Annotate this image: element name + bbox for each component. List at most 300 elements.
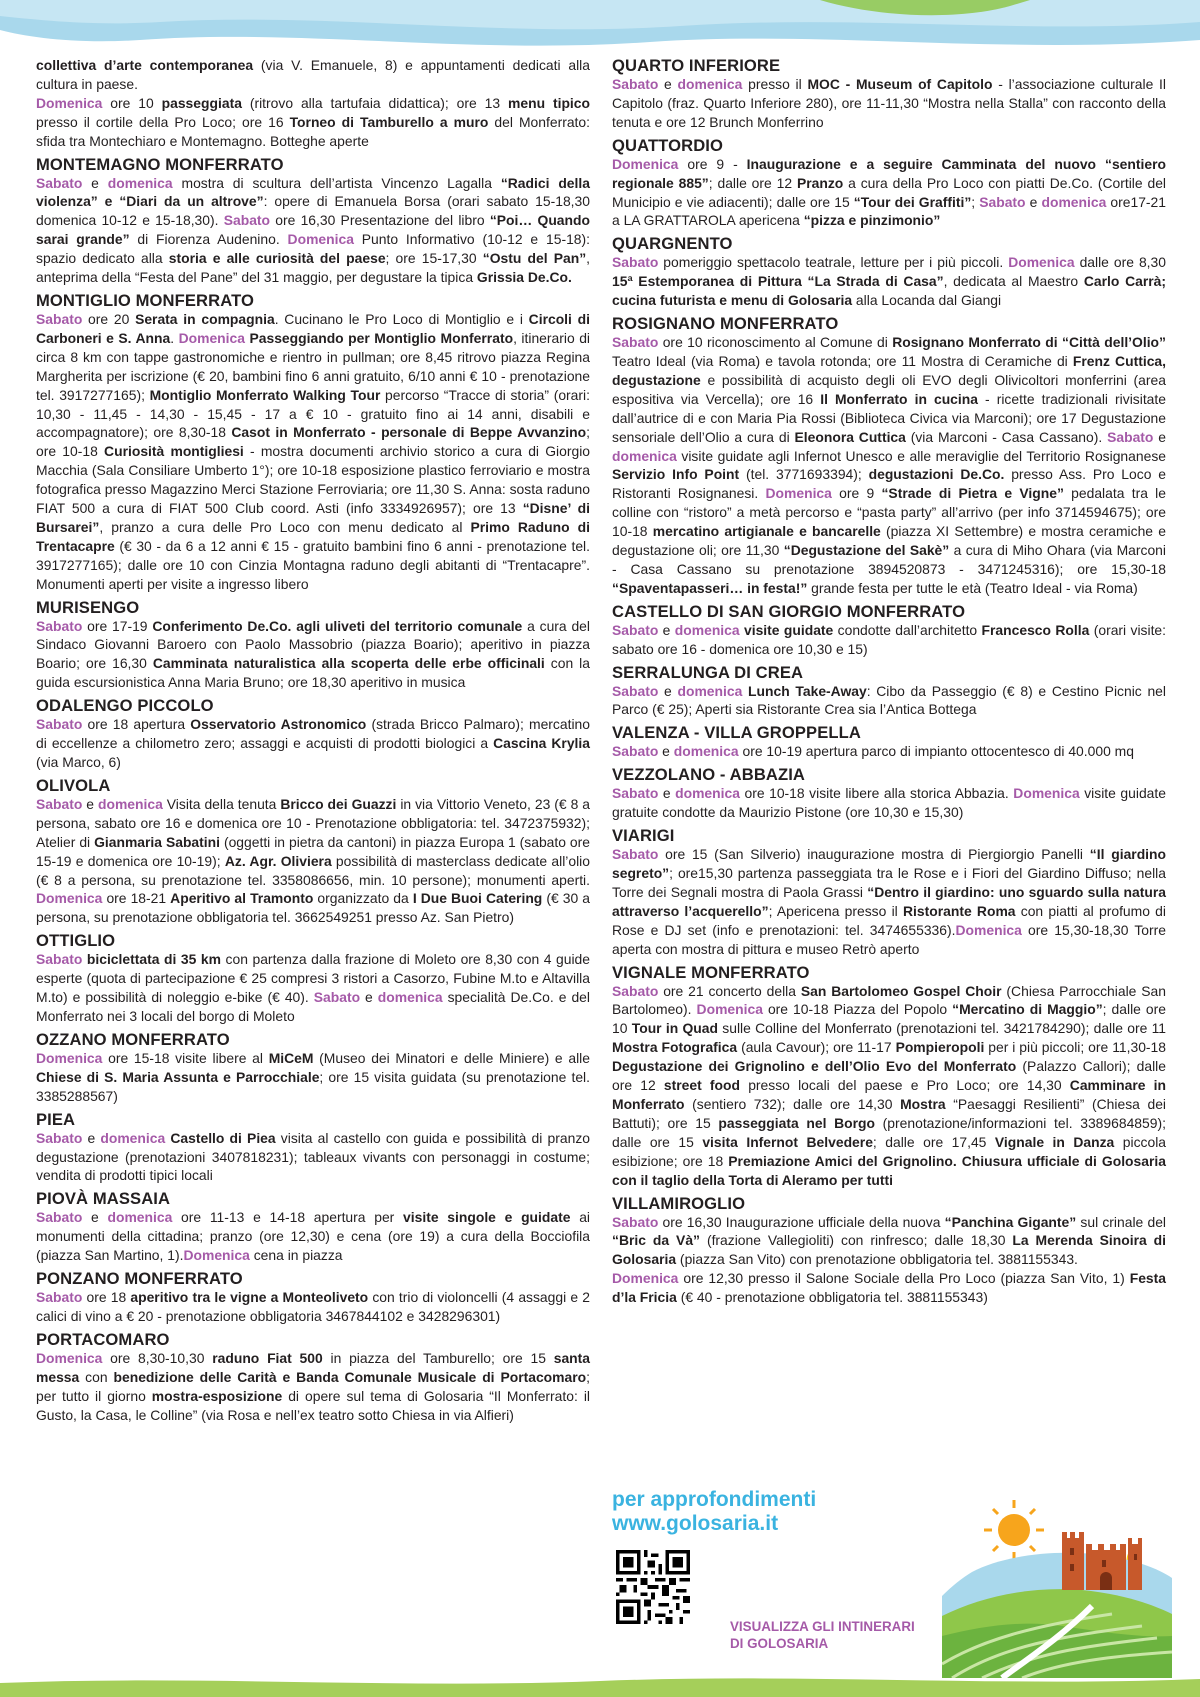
event-paragraph [612,253,1166,310]
body-text: , itinerario di circa 8 km con tappe gastronomiche e rientro in pullman; ore 8,45 ritrovo piazza Regina Margherita per iscrizione (€ 20, bambini fino 6 anni gratuito, 6/10 anni € 10 - prenotazione tel. 3917277165); [36,329,591,403]
event-paragraph [36,1349,590,1425]
highlight-text: Montiglio Monferrato Walking Tour [149,386,381,403]
highlight-text: Tour in Quad [631,1020,718,1037]
highlight-text: Circoli di Carboneri e S. Anna [36,310,590,346]
event-entry-quargnento [612,234,1166,310]
event-entry-castello-di-san-giorgio-monferrato [612,602,1166,659]
highlight-text: Degustazione dei Grignolino e dell’Olio Evo del Monferrato [612,1058,1017,1075]
highlight-text: mostra-esposizione [151,1387,283,1404]
body-text: sul crinale del [1076,1213,1167,1230]
body-text: e [360,989,378,1006]
body-text: pomeriggio spettacolo teatrale, letture per i più piccoli. [658,254,1009,271]
highlight-text: “Tour dei Graffiti” [853,193,972,210]
highlight-text: San Bartolomeo Gospel Choir [800,982,1002,999]
event-entry-murisengo [36,598,590,693]
highlight-text: biciclettata di 35 km [86,951,221,968]
event-description [36,795,590,927]
body-text: cena in piazza [249,1247,343,1264]
highlight-text: Frenz Cuttica, degustazione [612,352,1166,388]
body-text: specialità De.Co. e del Monferrato nei 3 locali del borgo di Moleto [36,989,590,1024]
body-text: e [82,795,98,812]
highlight-text: degustazioni De.Co. [868,466,1005,483]
body-text: : opere di Emanuela Borsa (orari sabato 15-18,30 domenica 10-12 e 15-18,30). [36,193,590,229]
day-label: Domenica [696,1001,763,1018]
day-label: Sabato [612,982,659,999]
itinerary-caption-line2: DI GOLOSARIA [730,1636,829,1651]
promo-heading: per approfondimenti [612,1488,817,1511]
highlight-text: Serata in compagnia [135,310,275,327]
event-description [36,1049,590,1106]
highlight-text: Ristorante Roma [903,902,1016,919]
event-paragraph [36,1288,590,1326]
body-text: possibilità di masterclass dedicate all’olio (€ 8 a persona, su prenotazione tel. 3358086656, min. 10 persone); monumenti aperti. [36,852,590,888]
highlight-text: Mostra [900,1095,946,1112]
highlight-text: collettiva d’arte contemporanea [36,57,254,73]
event-description [612,333,1166,598]
event-description [612,982,1166,1190]
body-text: con trio di violoncelli (4 assaggi e 2 calici di vino a € 20 - prenotazione obbligatoria 3467844102 e 3428296301) [36,1289,590,1324]
body-text: visite guidate agli Infernot Unesco e alle meraviglie del Territorio Rosignanese [676,447,1166,464]
body-text: sulle Colline del Monferrato (prenotazioni tel. 3421784290); dalle ore 11 [718,1020,1167,1037]
event-entry-vignale-monferrato [612,963,1166,1190]
event-entry-portacomaro [36,1330,590,1425]
right-column [612,56,1166,1311]
body-text: e [658,743,674,760]
town-heading: VALENZA - VILLA GROPPELLA [612,723,861,743]
body-text: (prenotazione/informazioni tel. 3389684859); dalle ore 15 [612,1114,1166,1150]
highlight-text: santa messa [36,1349,591,1385]
day-label: Domenica [612,155,679,172]
event-description [36,715,590,772]
qr-code-icon[interactable] [616,1550,690,1624]
day-label: domenica [107,174,173,191]
body-text: dalle ore 8,30 [1074,254,1166,271]
highlight-text: I Due Buoi Catering [412,890,543,907]
body-text: presso locali del paese e Pro Loco; ore 14,30 [740,1077,1070,1094]
event-description [36,1129,590,1186]
event-paragraph [612,333,1166,598]
event-entry-piova-massaia [36,1189,590,1265]
highlight-text: Casot in Monferrato - personale di Beppe Avvanzino [231,424,587,441]
event-paragraph [36,56,590,94]
body-text: ore 9 - [678,155,747,172]
body-text: (via Marco, 6) [36,754,121,770]
town-heading: ODALENGO PICCOLO [36,696,214,716]
town-heading: OZZANO MONFERRATO [36,1029,230,1049]
body-text: ore 18-21 [102,890,171,907]
town-heading: MONTIGLIO MONFERRATO [36,290,255,310]
day-label: Sabato [36,310,83,327]
day-label: domenica [1041,193,1107,210]
highlight-text: MOC - Museum of Capitolo [807,76,993,92]
highlight-text: Lunch Take-Away [748,682,867,699]
day-label: Sabato [612,743,659,760]
body-text: ; ore 15-17,30 [385,250,483,267]
day-label: Domenica [1013,785,1080,802]
town-heading: PIOVÀ MASSAIA [36,1189,171,1209]
highlight-text: passeggiata nel Borgo [718,1114,875,1131]
body-text: in piazza del Tamburello; ore 15 [322,1349,554,1366]
day-label: Sabato [612,1213,659,1230]
body-text: (piazza XI Settembre) e mostra ceramiche e degustazione oli; ore 11,30 [612,523,1166,559]
website-link[interactable]: www.golosaria.it [612,1512,779,1535]
highlight-text: “Poi… Quando sarai grande” [36,212,590,248]
body-text: ore 10-19 apertura parco di impianto ottocentesco di 40.000 mq [738,743,1134,760]
body-text: grande festa per tutte le età (Teatro Ideal - via Roma) [807,579,1138,596]
highlight-text: storia e alle curiosità del paese [168,250,386,267]
highlight-text: Bricco dei Guazzi [280,795,397,812]
body-text: ore 18 apertura [82,716,191,733]
day-label: Sabato [612,785,659,802]
day-label: Domenica [36,890,103,907]
body-text: e [82,174,108,191]
body-text: - mostra documenti archivio storico a cura di Giorgio Macchia (Sala Consiliare Umberto 1°); ore 10-18 esposizione plastico ferroviario e mostra fotografica presso Magazzino Merci Stazione Ferroviaria; ore 11,30 S. Anna: sosta raduno FIAT 500 a cura di FIAT 500 Club coord. Asti (info 3334926957); ore 13 [36,443,591,517]
body-text: (oggetti in pietra da cantoni) in piazza Europa 1 (sabato ore 15-19 e domenica ore 10-19); [36,833,590,869]
itinerary-caption [730,1618,915,1652]
event-description [612,253,1166,310]
body-text: in via Vittorio Veneto, 23 (€ 8 a persona, sabato ore 16 e domenica ore 10 - Prenotazione obbligatoria: tel. 3472375932); Atelier di [36,795,590,850]
body-text: (ritrovo alla tartufaia didattica); ore 13 [241,94,509,111]
body-text: Visita della tenuta [162,795,281,812]
highlight-text: Chiese di S. Maria Assunta e Parrocchiale [36,1068,320,1085]
highlight-text: La Merenda Sinoira di Golosaria [612,1232,1166,1268]
event-paragraph [612,845,1166,958]
event-paragraph [612,1269,1166,1307]
highlight-text: passeggiata [161,94,242,111]
event-entry-rosignano-monferrato [612,314,1166,598]
body-text: Punto Informativo (10-12 e 15-18): spazio dedicato alla [36,231,591,267]
highlight-text: Primo Raduno di Trentacapre [36,518,590,554]
body-text: del Monferrato: sfida tra Montechiaro e Montemagno. Botteghe aperte [36,113,590,149]
body-text: ore17-21 a LA GRATTAROLA apericena [612,193,1167,229]
body-text: di Fiorenza Audenino. [129,231,288,248]
event-description [36,1208,590,1265]
event-entry-ozzano-monferrato [36,1030,590,1106]
day-label: Sabato [612,334,659,351]
highlight-text: Conferimento De.Co. agli uliveti del territorio comunale [152,617,523,634]
highlight-text: street food [663,1077,741,1094]
body-text: (orari visite: sabato ore 16 - domenica ore 10,30 e 15) [612,621,1167,657]
day-label: Sabato [612,76,659,92]
body-text: ore 12,30 presso il Salone Sociale della Pro Loco (piazza San Vito, 1) [678,1270,1130,1287]
day-label: Sabato [36,174,83,191]
event-entry-olivola [36,776,590,927]
highlight-text: Eleonora Cuttica [794,428,906,445]
body-text: (Museo dei Minatori e delle Miniere) e alle [313,1049,590,1066]
day-label: Sabato [612,682,659,699]
day-label: domenica [674,621,740,638]
event-paragraph [612,742,1166,761]
day-label: Sabato [1107,428,1154,445]
body-text: (€ 30 a persona, su prenotazione obbligatoria tel. 3662549251 presso Az. San Pietro) [36,890,590,926]
day-label: Domenica [287,231,354,248]
event-paragraph [612,75,1166,132]
event-description [36,1288,590,1326]
day-label: Domenica [955,921,1022,938]
town-heading: VIARIGI [612,826,675,846]
town-heading: VILLAMIROGLIO [612,1193,746,1213]
body-text: ; per tutto il giorno [36,1368,590,1404]
day-label: Sabato [36,795,83,812]
highlight-text: Grissia De.Co. [476,269,572,286]
highlight-text: “Radici della violenza” e “Diari da un altrove” [36,174,590,210]
town-heading: PIEA [36,1109,76,1129]
body-text: ore 10-18 Piazza del Popolo [762,1001,953,1018]
body-text: ore 20 [82,310,136,327]
event-paragraph [612,621,1166,659]
day-label: domenica [377,989,443,1006]
day-label: Sabato [36,951,83,968]
town-heading: QUARGNENTO [612,234,733,254]
body-text: . Cucinano le Pro Loco di Montiglio e i [274,310,529,327]
body-text: : Cibo da Passeggio (€ 8) e Cestino Picnic nel Parco (€ 25); Aperti sia Ristorante Crea sia l’Antica Bottega [612,682,1166,718]
body-text: (Palazzo Callori); dalle ore 12 [612,1058,1166,1094]
event-paragraph [36,795,590,927]
body-text: e [82,1129,101,1146]
highlight-text: Festa d’la Fricia [612,1270,1166,1306]
body-text: ore 17-19 [82,617,153,634]
body-text: visite guidate gratuite condotte da Maurizio Pistone (ore 10,30 e 15,30) [612,785,1166,821]
highlight-text: Camminata naturalistica alla scoperta delle erbe officinali [152,655,545,672]
highlight-text: Aperitivo al Tramonto [170,890,314,907]
body-text: ai monumenti della cittadina; pranzo (ore 12,30) e cena (ore 19) a cura della Bocciofila (piazza San Martino, 1). [36,1209,591,1264]
event-entry-ottiglio [36,931,590,1026]
body-text: ore 10 riconoscimento al Comune di [658,334,893,351]
body-text: ; Apericena presso il [768,902,903,919]
body-text: ; [971,193,980,210]
event-paragraph [36,950,590,1026]
body-text: ; dalle ore 17,45 [872,1133,995,1150]
highlight-text: “pizza e pinzimonio” [803,212,941,229]
body-text: , anteprima della “Festa del Pane” del 31 maggio, per degustare la tipica [36,250,590,286]
day-label: domenica [97,795,163,812]
event-description [612,682,1166,720]
castle-hill-illustration [942,1486,1172,1678]
body-text: mostra di scultura dell’artista Vincenzo Lagalla [172,174,501,191]
highlight-text: Vignale in Danza [994,1133,1115,1150]
event-description [612,75,1166,132]
body-text: presso il cortile della Pro Loco; ore 16 [36,113,290,130]
event-paragraph [612,982,1166,1190]
body-text: (via Marconi - Casa Cassano). [905,428,1108,445]
day-label: Sabato [36,617,83,634]
body-text: ore 16,30 Presentazione del libro [270,212,490,229]
body-text: a cura di Miho Ohara (via Marconi - Casa Cassano su prenotazione 3894520873 - 3471245316); ore 15,30-18 [612,542,1166,577]
event-paragraph [612,1213,1166,1270]
body-text: e [1153,428,1166,445]
day-label: domenica [677,682,743,699]
event-paragraph [612,682,1166,720]
highlight-text: raduno Fiat 500 [212,1349,323,1366]
highlight-text: Az. Agr. Oliviera [224,852,332,869]
highlight-text: “Dentro il giardino: uno sguardo sulla natura attraverso l’acquerello” [612,883,1166,919]
body-text: e [658,621,675,638]
day-label: Domenica [178,329,245,346]
town-heading: PONZANO MONFERRATO [36,1269,243,1289]
body-text: “Paesaggi Resilienti” (Chiesa dei Battuti); ore 15 [612,1095,1167,1131]
highlight-text: “Panchina Gigante” [944,1213,1077,1230]
highlight-text: Cascina Krylia [493,735,590,752]
body-text: visita al castello con guida e possibilità di pranzo degustazione (prenotazioni 3407818231); tableaux vivants con personaggi in costume; vendita di prodotti tipici locali [36,1129,590,1184]
event-entry-villamiroglio [612,1194,1166,1308]
town-heading: VIGNALE MONFERRATO [612,962,810,982]
highlight-text: visite guidate [744,621,834,638]
event-entry-odalengo-piccolo [36,696,590,772]
event-description [36,617,590,693]
event-paragraph [36,174,590,287]
body-text: alla Locanda dal Giangi [852,292,1002,309]
highlight-text: “Il giardino segreto” [612,846,1167,881]
event-description [612,1213,1166,1308]
highlight-text: “Ostu del Pan” [482,250,587,267]
highlight-text: benedizione delle Carità e Banda Comunale Musicale di Portacomaro [113,1368,587,1385]
event-entry-valenza-villa-groppella [612,723,1166,761]
event-entry-montemagno-monferrato [36,155,590,287]
highlight-text: menu tipico [508,94,591,111]
event-entry-quattordio [612,136,1166,231]
bottom-grass-wave [0,1673,1200,1697]
body-text: (strada Bricco Palmaro); mercatino di eccellenze a chilometro zero; assaggi e acquisti di prodotti biologici a [36,716,590,752]
highlight-text: Inaugurazione e a seguire Camminata del nuovo “sentiero regionale 885” [612,155,1166,191]
event-entry-piea [36,1110,590,1186]
highlight-text: Pompieropoli [895,1039,985,1056]
body-text: (Chiesa Parrocchiale San Bartolomeo). [612,982,1166,1018]
event-description [612,155,1166,231]
town-heading: OLIVOLA [36,775,111,795]
day-label: Domenica [183,1247,250,1264]
event-paragraph [36,715,590,772]
highlight-text: mercatino artigianale e bancarelle [652,523,881,540]
highlight-text: “Bric da Và” [612,1232,700,1249]
town-heading: PORTACOMARO [36,1329,170,1349]
body-text: a cura del Sindaco Giovanni Baroero con Paolo Massobrio (piazza Boario); aperitivo in piazza Boario; ore 16,30 [36,617,590,672]
body-text: con partenza dalla frazione di Moleto ore 8,30 con 4 guide esperte (quota di partecipazione € 25 compresi 3 ristori a Casorzo, Fubine M.to e Altavilla M.to) e possibilità di noleggio e-bike (€ 40). [36,951,591,1006]
body-text: percorso “Tracce di storia” (orari: 10,30 - 11,45 - 14,30 - 15,45 - 17 a € 10 - gratuito fino ai 14 anni, disabili e accompagnatore); ore 8,30-18 [36,386,590,441]
body-text: (frazione Vallegioliti) con rinfresco; dalle 18,30 [700,1232,1013,1249]
day-label: Domenica [1008,254,1075,271]
body-text: Teatro Ideal (via Roma) e tavola rotonda; ore 11 Mostra di Ceramiche di [612,352,1073,369]
body-text: e [1025,193,1042,210]
event-description [36,310,590,594]
day-label: Domenica [36,94,103,111]
highlight-text: Carlo Carrà; cucina futurista e menu di Golosaria [612,273,1166,309]
day-label: Domenica [765,485,832,502]
event-entry-serralunga-di-crea [612,663,1166,720]
body-text: ore 15-18 visite libere al [102,1049,269,1066]
body-text: (tel. 3771693394); [739,466,869,483]
body-text: ore 9 [831,485,882,502]
highlight-text: Camminare in Monferrato [612,1077,1166,1112]
body-text: , pranzo a cura delle Pro Loco con menu dedicato al [99,518,471,535]
body-text: - l’associazione culturale Il Capitolo (fraz. Quarto Inferiore 280), ore 11-11,30 “Mostra nella Stalla” con racconto della tenuta e ore 12 Brunch Monferrino [612,76,1166,130]
body-text: ore 16,30 Inaugurazione ufficiale della nuova [658,1213,945,1230]
body-text: ore 10 [102,94,162,111]
event-description [612,845,1166,958]
body-text: con [79,1368,114,1385]
day-label: domenica [612,447,677,464]
body-text: con la guida escursionistica Anna Maria Bruno; ore 18,30 aperitivo in musica [36,655,590,691]
body-text: (aula Cavour); ore 11-17 [737,1039,896,1056]
day-label: domenica [675,785,740,802]
highlight-text: “Strade di Pietra e Vigne” [881,485,1064,502]
body-text: presso Ass. Pro Loco e Ristoranti Rosignanesi. [612,466,1166,502]
highlight-text: Gianmaria Sabatini [94,833,220,850]
body-text: e [658,785,676,802]
day-label: Sabato [36,716,83,733]
body-text: di opere sul tema di Golosaria “Il Monferrato: il Gusto, la Casa, le Colline” (via Rosa e nell’ex teatro sotto Chiesa in via Alfieri) [36,1387,590,1423]
body-text: ore 15 (San Silverio) inaugurazione mostra di Piergiorgio Panelli [658,846,1090,863]
event-entry-viarigi [612,826,1166,958]
highlight-text: “Degustazione del Sakè” [783,542,950,559]
event-paragraph [36,617,590,693]
highlight-text: visite singole e guidate [403,1209,571,1226]
day-label: Sabato [36,1209,83,1226]
day-label: Sabato [979,193,1026,210]
event-paragraph [36,1208,590,1265]
highlight-text: aperitivo tra le vigne a Monteoliveto [130,1289,369,1306]
itinerary-caption-line1: VISUALIZZA GLI INTINERARI [730,1619,915,1634]
highlight-text: visita Infernot Belvedere [702,1133,873,1150]
day-label: Domenica [36,1049,103,1066]
body-text: ore 21 concerto della [658,982,801,999]
day-label: domenica [100,1129,166,1146]
body-text: ore 18 [82,1289,131,1306]
event-description [36,174,590,287]
body-text: ; ore 15 visita guidata (su prenotazione tel. 3385288567) [36,1068,590,1104]
day-label: Sabato [36,1129,83,1146]
body-text: ; ore 10-18 [36,424,590,460]
body-text: (via V. Emanuele, 8) e appuntamenti dedicati alla cultura in paese. [36,57,590,92]
day-label: Sabato [612,846,659,863]
town-heading: VEZZOLANO - ABBAZIA [612,765,806,785]
event-paragraph [36,1049,590,1106]
highlight-text: Mostra Fotografica [612,1039,738,1056]
highlight-text: Rosignano Monferrato di “Città dell’Olio” [892,334,1166,351]
body-text: (€ 40 - prenotazione obbligatoria tel. 3881155343) [676,1289,988,1306]
body-text: ; dalle ore 10 [612,1001,1166,1037]
body-text: ore 10-18 visite libere alla storica Abbazia. [739,785,1014,802]
highlight-text: Torneo di Tamburello a muro [289,113,489,130]
town-heading: MONTEMAGNO MONFERRATO [36,154,284,174]
highlight-text: “Disne’ di Bursarei” [36,500,590,535]
day-label: Sabato [313,989,361,1006]
event-entry-continued [36,56,590,151]
body-text: pedalata tra le colline con “ristoro” a metà percorso e “pasta party” all’arrivo (per info 3714594675); ore 10-18 [612,485,1166,540]
highlight-text: MiCeM [268,1049,314,1066]
day-label: Sabato [36,1289,83,1306]
body-text: organizzato da [313,890,413,907]
event-paragraph [36,94,590,151]
town-heading: QUARTO INFERIORE [612,56,781,75]
day-label: domenica [677,76,743,92]
day-label: Domenica [36,1349,103,1366]
body-text: ore 15,30-18,30 Torre aperta con mostra di pittura e museo Retrò aperto [612,921,1166,957]
day-label: Sabato [612,621,659,638]
body-text: ore 8,30-10,30 [102,1349,213,1366]
event-entry-ponzano-monferrato [36,1269,590,1326]
body-text: condotte dall’architetto [833,621,982,638]
event-description [612,742,1166,761]
day-label: domenica [107,1209,173,1226]
body-text: (sentiero 732); dalle ore 14,30 [684,1095,901,1112]
highlight-text: Curiosità montigliesi [104,443,244,460]
highlight-text: Servizio Info Point [612,466,740,483]
body-text: . [170,329,179,346]
town-heading: CASTELLO DI SAN GIORGIO MONFERRATO [612,601,966,621]
event-paragraph [612,155,1166,231]
highlight-text: 15ª Estemporanea di Pittura “La Strada di Casa” [612,273,944,290]
body-text: a cura della Pro Loco con piatti De.Co. (Cortile del Municipio e vie adiacenti); dalle ore 15 [612,174,1167,210]
